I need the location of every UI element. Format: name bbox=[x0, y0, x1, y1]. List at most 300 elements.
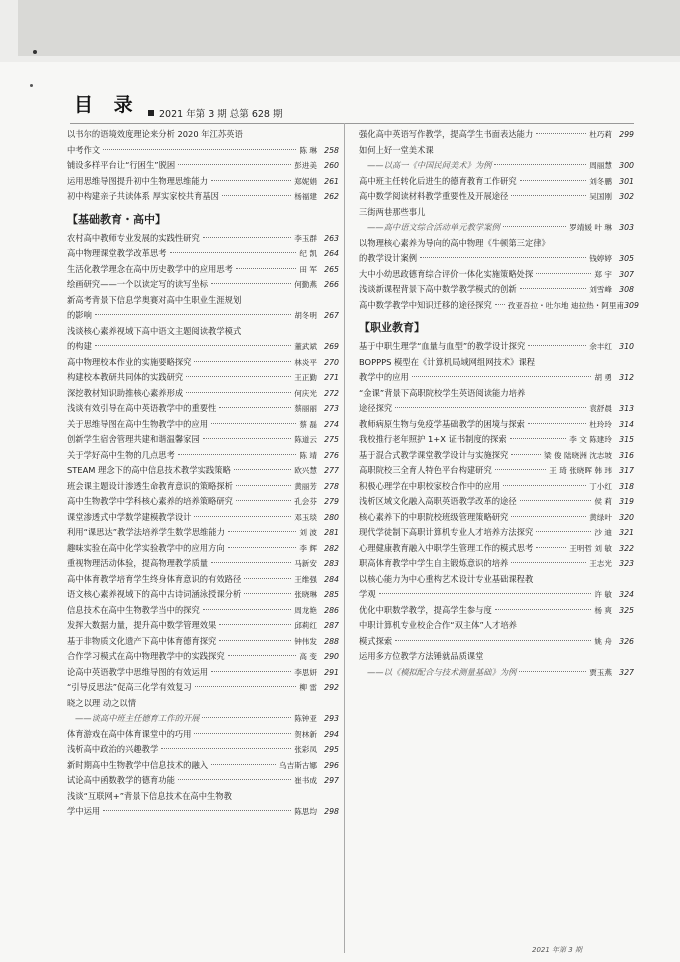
entry-page-number: 307 bbox=[619, 269, 634, 279]
entry-page-number: 299 bbox=[619, 130, 634, 139]
toc-entry[interactable] bbox=[359, 525, 634, 541]
toc-entry[interactable] bbox=[359, 618, 634, 649]
toc-entry[interactable] bbox=[359, 510, 634, 526]
toc-entry[interactable] bbox=[359, 417, 634, 433]
toc-entry[interactable] bbox=[67, 494, 339, 510]
leader-dots bbox=[395, 640, 591, 641]
entry-page-number: 272 bbox=[324, 388, 339, 398]
entry-title-line: 高中物理校本作业的实施要略探究 bbox=[67, 356, 192, 367]
entry-page-number: 303 bbox=[619, 223, 634, 232]
entry-author: 陈 靖 bbox=[299, 450, 317, 460]
entry-tail bbox=[359, 174, 634, 190]
toc-entry[interactable] bbox=[359, 174, 634, 190]
entry-tail bbox=[67, 386, 339, 402]
entry-title-line: 基于中职生理学“血量与血型”的教学设计探究 bbox=[359, 341, 526, 351]
leader-dots bbox=[203, 609, 291, 610]
toc-entry[interactable] bbox=[67, 773, 339, 789]
entry-tail bbox=[67, 432, 339, 448]
entry-author: 刘雪峰 bbox=[589, 285, 612, 294]
leader-dots bbox=[520, 180, 587, 181]
entry-subtitle: ——以高一《中国民间美术》为例 bbox=[367, 160, 492, 170]
entry-tail bbox=[67, 174, 339, 190]
entry-title-line: 三街两巷那些事儿 bbox=[359, 206, 426, 217]
entry-author: 周龙艳 bbox=[294, 605, 317, 615]
entry-page-number: 312 bbox=[619, 373, 634, 382]
toc-entry[interactable] bbox=[359, 282, 634, 298]
leader-dots bbox=[194, 361, 291, 362]
page-mark-small bbox=[30, 84, 33, 87]
toc-entry[interactable] bbox=[359, 189, 634, 205]
entry-page-number: 308 bbox=[619, 285, 634, 294]
toc-entry[interactable] bbox=[359, 479, 634, 495]
entry-page-number: 269 bbox=[324, 342, 339, 351]
toc-entry[interactable] bbox=[359, 432, 634, 448]
toc-entry[interactable] bbox=[67, 789, 339, 820]
entry-author: 何勤燕 bbox=[294, 280, 317, 289]
entry-tail bbox=[67, 158, 339, 174]
entry-title-line: 浅谈有效引导在高中英语教学中的重要性 bbox=[67, 403, 217, 413]
entry-title-line: 信息技术在高中生物教学当中的探究 bbox=[67, 604, 200, 615]
leader-dots bbox=[211, 671, 291, 672]
toc-entry[interactable] bbox=[359, 127, 634, 143]
leader-dots bbox=[219, 624, 291, 625]
leader-dots bbox=[503, 485, 586, 486]
leader-dots bbox=[511, 516, 586, 517]
entry-title-line: “引导反思法”促高三化学有效复习 bbox=[67, 682, 192, 692]
entry-title-line: 高中体育教学培育学生终身体育意识的有效路径 bbox=[67, 573, 242, 584]
leader-dots bbox=[103, 810, 291, 811]
entry-author: 贺林新 bbox=[294, 729, 317, 739]
entry-title-line: 职高体育教学中学生自主锻炼意识的培养 bbox=[359, 558, 509, 568]
entry-title-line: 农村高中教师专业发展的实践性研究 bbox=[67, 232, 200, 243]
entry-title-line: 铺设多样平台让“行困生”脱困 bbox=[67, 160, 176, 170]
entry-page-number: 284 bbox=[324, 574, 339, 584]
entry-author: 何庆光 bbox=[294, 388, 317, 398]
toc-entry[interactable] bbox=[359, 556, 634, 572]
leader-dots bbox=[379, 593, 592, 594]
entry-title-line: 语文核心素养视域下的高中古诗词涵泳授课分析 bbox=[67, 589, 242, 599]
entry-title-line: 学中运用 bbox=[67, 806, 101, 816]
entry-tail bbox=[359, 432, 634, 448]
entry-tail bbox=[359, 158, 634, 174]
entry-tail bbox=[67, 231, 339, 247]
entry-tail bbox=[359, 494, 634, 510]
entry-title-line: 浅谈核心素养视域下高中语文主题阅读教学模式 bbox=[67, 325, 242, 336]
entry-tail bbox=[359, 665, 634, 681]
toc-entry[interactable] bbox=[359, 603, 634, 619]
toc-entry[interactable] bbox=[359, 494, 634, 510]
toc-entry[interactable] bbox=[359, 205, 634, 236]
entry-page-number: 281 bbox=[324, 528, 339, 537]
leader-dots bbox=[194, 516, 291, 517]
leader-dots bbox=[211, 283, 291, 284]
toc-entry[interactable] bbox=[67, 510, 339, 526]
leader-dots bbox=[178, 779, 291, 780]
toc-entry[interactable] bbox=[359, 448, 634, 464]
entry-title-line: 以物理核心素养为导向的高中物理《牛顿第三定律》 bbox=[359, 237, 550, 248]
entry-title-line: 基于混合式教学课堂教学设计与实施探究 bbox=[359, 449, 509, 460]
column-divider bbox=[344, 123, 345, 953]
entry-author: 彭进美 bbox=[294, 161, 317, 170]
entry-author: 周丽慧 bbox=[589, 161, 612, 170]
entry-tail bbox=[359, 127, 634, 143]
entry-page-number: 315 bbox=[619, 435, 634, 444]
entry-author: 侯 莉 bbox=[594, 497, 612, 506]
entry-tail bbox=[359, 603, 634, 619]
entry-page-number: 293 bbox=[324, 714, 339, 723]
entry-page-number: 314 bbox=[619, 419, 634, 429]
leader-dots bbox=[211, 423, 296, 424]
entry-page-number: 263 bbox=[324, 233, 339, 243]
entry-page-number: 273 bbox=[324, 404, 339, 413]
entry-tail bbox=[359, 510, 634, 526]
leader-dots bbox=[510, 438, 567, 439]
entry-title-line: 高中物理课堂教学改革思考 bbox=[67, 248, 167, 258]
entry-page-number: 300 bbox=[619, 161, 634, 170]
entry-author: 蔡 磊 bbox=[299, 419, 317, 429]
leader-dots bbox=[161, 748, 291, 749]
toc-entry[interactable] bbox=[67, 680, 339, 696]
entry-title-line: 模式探索 bbox=[359, 635, 393, 646]
entry-title-line: 浅谈“互联网+”背景下信息技术在高中生物教 bbox=[67, 790, 232, 801]
entry-title-line: 以核心能力为中心重构艺术设计专业基础课程教 bbox=[359, 573, 534, 584]
issue-info bbox=[148, 106, 282, 120]
entry-title-line: 体育游戏在高中体育课堂中的巧用 bbox=[67, 728, 192, 739]
toc-entry[interactable] bbox=[67, 572, 339, 588]
toc-entry[interactable] bbox=[359, 267, 634, 283]
entry-author: 李 文 陈建玲 bbox=[569, 435, 612, 444]
entry-author: 崔书成 bbox=[294, 776, 317, 785]
entry-page-number: 277 bbox=[324, 466, 339, 475]
entry-tail bbox=[359, 525, 634, 541]
toc-entry[interactable] bbox=[67, 386, 339, 402]
entry-page-number: 305 bbox=[619, 254, 634, 263]
entry-author: 李 辉 bbox=[299, 543, 317, 553]
entry-page-number: 283 bbox=[324, 559, 339, 568]
entry-page-number: 267 bbox=[324, 311, 339, 320]
leader-dots bbox=[103, 149, 296, 150]
leader-dots bbox=[420, 257, 586, 258]
toc-entry[interactable] bbox=[359, 143, 634, 174]
toc-entry[interactable] bbox=[67, 174, 339, 190]
entry-author: 黄绿叶 bbox=[589, 512, 612, 522]
entry-title-line: 浅析高中政治的兴趣教学 bbox=[67, 744, 159, 754]
leader-dots bbox=[178, 454, 297, 455]
toc-entry[interactable] bbox=[67, 324, 339, 355]
issue-text: 2021 年第 3 期 总第 628 期 bbox=[159, 109, 283, 120]
entry-title-line: 重视物理活动体验，提高物理教学质量 bbox=[67, 558, 209, 568]
entry-author: 林炎平 bbox=[294, 357, 317, 367]
leader-dots bbox=[219, 640, 291, 641]
leader-dots bbox=[95, 345, 291, 346]
entry-author: 蔡丽丽 bbox=[294, 404, 317, 413]
entry-author: 黄丽芳 bbox=[294, 481, 317, 491]
toc-entry[interactable] bbox=[67, 432, 339, 448]
toc-entry[interactable] bbox=[359, 649, 634, 680]
entry-author: 吴国刚 bbox=[589, 192, 612, 201]
entry-author: 许 敏 bbox=[594, 590, 612, 599]
toc-entry[interactable] bbox=[67, 293, 339, 324]
entry-tail bbox=[359, 587, 634, 603]
leader-dots bbox=[395, 407, 586, 408]
entry-title-line: “金课”背景下高职院校学生英语阅读能力培养 bbox=[359, 387, 526, 398]
entry-page-number: 325 bbox=[619, 605, 634, 615]
entry-author: 王志光 bbox=[589, 559, 612, 568]
entry-tail bbox=[67, 727, 339, 743]
entry-title-line: 如何上好一堂美术课 bbox=[359, 144, 434, 155]
entry-tail bbox=[67, 649, 339, 665]
entry-title-line: 生活化教学理念在高中历史教学中的应用思考 bbox=[67, 263, 233, 274]
entry-title-line: 浅谈新课程背景下高中数学教学模式的创新 bbox=[359, 284, 517, 294]
header-rule bbox=[70, 123, 634, 124]
entry-tail bbox=[67, 246, 339, 262]
toc-entry[interactable] bbox=[67, 634, 339, 650]
toc-entry[interactable] bbox=[67, 189, 339, 205]
entry-author: 胡 勇 bbox=[594, 373, 612, 382]
entry-title-line: 关于思维导图在高中生物教学中的应用 bbox=[67, 418, 209, 429]
toc-entry[interactable] bbox=[67, 587, 339, 603]
toc-entry[interactable] bbox=[359, 298, 639, 314]
toc-entry[interactable] bbox=[359, 236, 634, 267]
entry-author: 柳 雷 bbox=[299, 683, 317, 692]
entry-subtitle: ——高中语文综合活动单元教学案例 bbox=[367, 222, 500, 232]
entry-tail bbox=[67, 308, 339, 324]
entry-author: 贾玉燕 bbox=[589, 667, 612, 677]
entry-page-number: 265 bbox=[324, 264, 339, 274]
entry-author: 陈道云 bbox=[294, 435, 317, 444]
entry-page-number: 270 bbox=[324, 357, 339, 367]
entry-tail bbox=[67, 189, 339, 205]
section-heading: 【职业教育】 bbox=[359, 321, 425, 334]
entry-author: 钱婷婷 bbox=[589, 254, 612, 263]
entry-page-number: 295 bbox=[324, 745, 339, 754]
entry-title-line: 心理健康教育融入中职学生管理工作的模式思考 bbox=[359, 542, 534, 553]
toc-entry[interactable] bbox=[67, 246, 339, 262]
leader-dots bbox=[222, 195, 291, 196]
leader-dots bbox=[536, 273, 591, 274]
toc-entry[interactable] bbox=[67, 231, 339, 247]
entry-author: 陈钟亚 bbox=[294, 714, 317, 723]
entry-tail bbox=[67, 618, 339, 634]
entry-tail bbox=[67, 262, 339, 278]
entry-title-line: 创新学生宿舍管理共建和谐温馨家园 bbox=[67, 434, 200, 444]
entry-title-line: 利用“课思达”教学法培养学生数学思维能力 bbox=[67, 527, 225, 537]
entry-tail bbox=[67, 572, 339, 588]
entry-tail bbox=[67, 370, 339, 386]
entry-page-number: 280 bbox=[324, 512, 339, 522]
entry-author: 丁小红 bbox=[589, 481, 612, 491]
entry-title-line: 中考作文 bbox=[67, 144, 101, 155]
entry-tail bbox=[67, 339, 339, 355]
toc-entry[interactable] bbox=[67, 277, 339, 293]
entry-tail bbox=[359, 417, 634, 433]
entry-title-line: 合作学习模式在高中物理教学中的实践探究 bbox=[67, 651, 225, 661]
toc-entry[interactable] bbox=[67, 541, 339, 557]
toc-entry[interactable] bbox=[359, 386, 634, 417]
toc-entry[interactable] bbox=[67, 649, 339, 665]
toc-entry[interactable] bbox=[67, 370, 339, 386]
toc-entry[interactable] bbox=[359, 572, 634, 603]
leader-dots bbox=[186, 376, 291, 377]
entry-author: 杨 爽 bbox=[594, 605, 612, 615]
leader-dots bbox=[528, 345, 586, 346]
entry-page-number: 279 bbox=[324, 497, 339, 506]
entry-page-number: 310 bbox=[619, 342, 634, 351]
entry-page-number: 262 bbox=[324, 192, 339, 201]
leader-dots bbox=[495, 469, 546, 470]
entry-title-line: 高中数学阅读材料教学重要性及开展途径 bbox=[359, 191, 509, 201]
entry-tail bbox=[67, 742, 339, 758]
toc-entry[interactable] bbox=[359, 355, 634, 386]
leader-dots bbox=[178, 164, 291, 165]
toc-entry[interactable] bbox=[67, 262, 339, 278]
entry-page-number: 275 bbox=[324, 435, 339, 444]
toc-entry[interactable] bbox=[359, 541, 634, 557]
toc-entry[interactable] bbox=[67, 479, 339, 495]
entry-author: 王维强 bbox=[294, 574, 317, 584]
leader-dots bbox=[536, 133, 586, 134]
toc-entry[interactable] bbox=[67, 727, 339, 743]
entry-author: 马新安 bbox=[294, 559, 317, 568]
entry-author: 刘 波 bbox=[299, 528, 317, 537]
entry-page-number: 318 bbox=[619, 481, 634, 491]
toc-entry[interactable] bbox=[67, 355, 339, 371]
entry-title-line: 绘画研究——一个以读定写的读写坐标 bbox=[67, 279, 209, 289]
right-column bbox=[359, 127, 639, 680]
entry-page-number: 264 bbox=[324, 249, 339, 258]
entry-page-number: 297 bbox=[324, 776, 339, 785]
toc-entry[interactable] bbox=[67, 448, 339, 464]
entry-tail bbox=[67, 510, 339, 526]
leader-dots bbox=[236, 485, 291, 486]
entry-title-line: 趣味实验在高中化学实验教学中的应用方向 bbox=[67, 542, 225, 553]
toc-entry[interactable] bbox=[67, 158, 339, 174]
entry-page-number: 282 bbox=[324, 543, 339, 553]
toc-entry[interactable] bbox=[67, 758, 339, 774]
toc-entry[interactable] bbox=[67, 618, 339, 634]
leader-dots bbox=[228, 531, 296, 532]
entry-page-number: 258 bbox=[324, 145, 339, 155]
entry-tail bbox=[359, 634, 634, 650]
toc-entry[interactable] bbox=[67, 603, 339, 619]
entry-tail bbox=[67, 541, 339, 557]
entry-author: 高 变 bbox=[299, 652, 317, 661]
entry-page-number: 327 bbox=[619, 667, 634, 677]
entry-author: 田 军 bbox=[299, 264, 317, 274]
entry-title-line: 的教学设计案例 bbox=[359, 253, 418, 263]
leader-dots bbox=[228, 655, 297, 656]
entry-subtitle: ——以《模拟配合与技术测量基础》为例 bbox=[367, 666, 517, 677]
entry-author: 张晓琳 bbox=[294, 590, 317, 599]
entry-page-number: 285 bbox=[324, 590, 339, 599]
leader-dots bbox=[519, 671, 586, 672]
leader-dots bbox=[536, 531, 591, 532]
entry-tail bbox=[67, 277, 339, 293]
entry-title-line: 中职计算机专业校企合作“双主体”人才培养 bbox=[359, 620, 517, 630]
leader-dots bbox=[219, 407, 291, 408]
entry-page-number: 291 bbox=[324, 667, 339, 677]
entry-tail bbox=[67, 479, 339, 495]
toc-entry[interactable] bbox=[67, 463, 339, 479]
entry-author: 郑妮娟 bbox=[294, 176, 317, 186]
entry-tail bbox=[67, 665, 339, 681]
entry-title-line: 论高中英语教学中思维导图的有效运用 bbox=[67, 666, 209, 677]
entry-author: 陈 琳 bbox=[299, 145, 317, 155]
toc-entry[interactable] bbox=[67, 401, 339, 417]
entry-page-number: 319 bbox=[619, 497, 634, 506]
entry-page-number: 266 bbox=[324, 280, 339, 289]
toc-entry[interactable] bbox=[67, 742, 339, 758]
toc-entry[interactable] bbox=[67, 665, 339, 681]
toc-entry[interactable] bbox=[67, 525, 339, 541]
leader-dots bbox=[520, 288, 587, 289]
entry-tail bbox=[67, 634, 339, 650]
entry-tail bbox=[67, 463, 339, 479]
toc-entry[interactable] bbox=[67, 696, 339, 727]
entry-page-number: 316 bbox=[619, 450, 634, 460]
top-band bbox=[0, 0, 680, 62]
entry-tail bbox=[67, 417, 339, 433]
entry-author: 邓玉琰 bbox=[294, 512, 317, 522]
toc-entry[interactable] bbox=[67, 417, 339, 433]
entry-author: 乌吉斯古娜 bbox=[279, 760, 317, 770]
toc-entry[interactable] bbox=[359, 339, 634, 355]
entry-author: 孔会芬 bbox=[294, 497, 317, 506]
entry-author: 纪 凯 bbox=[299, 249, 317, 258]
toc-entry[interactable] bbox=[359, 463, 634, 479]
entry-author: 陈思均 bbox=[294, 807, 317, 816]
page-title: 目 录 bbox=[74, 94, 140, 116]
leader-dots bbox=[236, 268, 296, 269]
entry-tail bbox=[359, 479, 634, 495]
entry-page-number: 320 bbox=[619, 512, 634, 522]
leader-dots bbox=[495, 304, 505, 305]
entry-author: 钟伟发 bbox=[294, 636, 317, 646]
entry-title-line: 深挖教材知识助推核心素养形成 bbox=[67, 387, 184, 398]
entry-title-line: 教学中的应用 bbox=[359, 372, 409, 382]
leader-dots bbox=[186, 392, 291, 393]
leader-dots bbox=[236, 500, 291, 501]
entry-tail bbox=[67, 556, 339, 572]
entry-page-number: 326 bbox=[619, 636, 634, 646]
entry-tail bbox=[67, 525, 339, 541]
entry-author: 王 琦 张晓晖 韩 玮 bbox=[549, 466, 612, 475]
entry-title-line: 构建校本教研共同体的实践研究 bbox=[67, 372, 184, 382]
entry-author: 袁舒晨 bbox=[589, 404, 612, 413]
entry-tail bbox=[359, 298, 639, 314]
entry-author: 欧兴慧 bbox=[294, 466, 317, 475]
entry-tail bbox=[359, 267, 634, 283]
entry-page-number: 271 bbox=[324, 373, 339, 382]
entry-title-line: 关于学好高中生物的几点思考 bbox=[67, 449, 175, 460]
entry-title-line: 高中班主任转化后进生的德育教育工作研究 bbox=[359, 175, 517, 186]
entry-title-line: 我校推行老年照护 1+X 证书制度的探索 bbox=[359, 434, 507, 444]
entry-title-line: 积极心理学在中职校家校合作中的应用 bbox=[359, 480, 501, 491]
leader-dots bbox=[511, 562, 586, 563]
entry-author: 王明哲 刘 敏 bbox=[569, 543, 612, 553]
toc-entry[interactable] bbox=[67, 127, 339, 158]
entry-author: 梁 俊 陆晓洲 沈志坡 bbox=[544, 450, 612, 460]
entry-tail bbox=[359, 401, 634, 417]
entry-title-line: 初中构建亲子共读体系 厚实家校共育基因 bbox=[67, 191, 219, 201]
entry-page-number: 261 bbox=[324, 176, 339, 186]
entry-title-line: 发挥大数据力量，提升高中数学管理效果 bbox=[67, 620, 217, 630]
toc-entry[interactable] bbox=[67, 556, 339, 572]
entry-page-number: 292 bbox=[324, 683, 339, 692]
leader-dots bbox=[244, 593, 291, 594]
leader-dots bbox=[194, 733, 291, 734]
leader-dots bbox=[195, 686, 297, 687]
